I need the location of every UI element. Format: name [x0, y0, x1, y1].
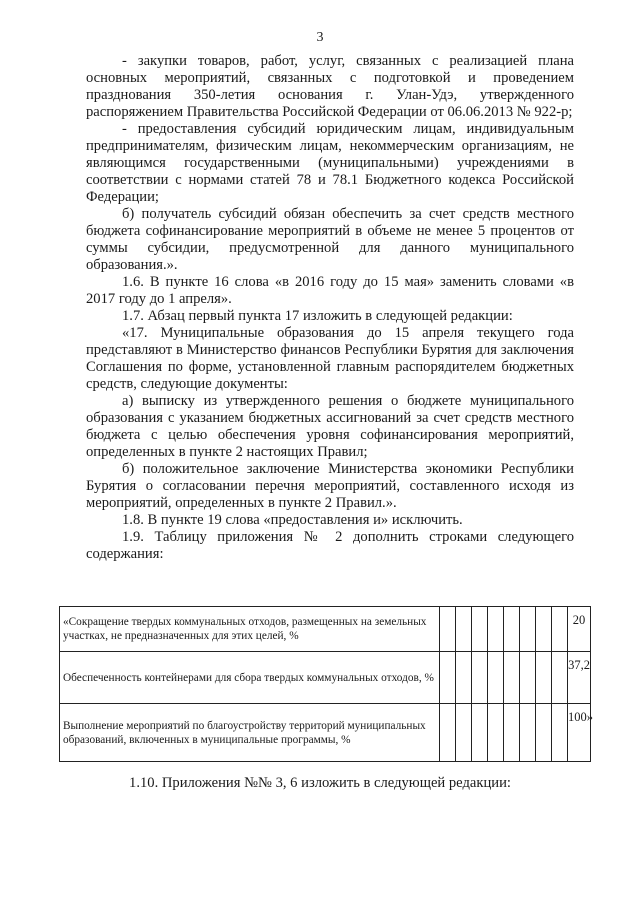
table-row [60, 704, 591, 762]
paragraph: б) получатель субсидий обязан обеспечить за счет средств местного бюджета софинансирование мероприятий в объеме не менее 5 процентов от суммы субсидии, предусмотренной для данного муниципального образования.». [86, 206, 574, 273]
document-body [86, 53, 574, 563]
paragraph: 1.7. Абзац первый пункта 17 изложить в следующей редакции: [122, 308, 513, 324]
empty-cell [552, 704, 568, 762]
paragraph: 1.9. Таблицу приложения № 2 дополнить строками следующего содержания: [86, 529, 574, 562]
empty-cell [504, 704, 520, 762]
paragraph: а) выписку из утвержденного решения о бюджете муниципального образования с указанием бюджетных ассигнований за счет средств местного бюджета с целью обеспечения уровня софинансирования мероприятий, определенных в пункте 2 настоящих Правил; [86, 393, 574, 460]
paragraph: - предоставления субсидий юридическим лицам, индивидуальным предпринимателям, физическим лицам, некоммерческим организациям, не являющимся государственными (муниципальными) учреждениями в соответствии с нормами статей 78 и 78.1 Бюджетного кодекса Российской Федерации; [86, 121, 574, 205]
value-cell: 37,2 [568, 652, 591, 704]
paragraph: - закупки товаров, работ, услуг, связанных с реализацией плана основных мероприятий, связанных с подготовкой и проведением празднования 350-летия основания г. Улан-Удэ, утвержденного распоряжением Правительства Российской Федерации от 06.06.2013 № 922-р; [86, 53, 574, 120]
empty-cell [536, 704, 552, 762]
empty-cell [536, 652, 552, 704]
indicator-cell: Обеспеченность контейнерами для сбора твердых коммунальных отходов, % [60, 652, 440, 704]
empty-cell [520, 652, 536, 704]
indicator-cell: Выполнение мероприятий по благоустройству территорий муниципальных образований, включенных в муниципальные программы, % [60, 704, 440, 762]
indicator-cell: «Сокращение твердых коммунальных отходов, размещенных на земельных участках, не предназначенных для этих целей, % [60, 607, 440, 652]
empty-cell [456, 704, 472, 762]
page-number: 3 [316, 30, 324, 45]
empty-cell [552, 607, 568, 652]
empty-cell [504, 607, 520, 652]
empty-cell [488, 704, 504, 762]
value-cell: 100» [568, 704, 591, 762]
paragraph: 1.6. В пункте 16 слова «в 2016 году до 15 мая» заменить словами «в 2017 году до 1 апреля». [86, 274, 574, 307]
value-cell: 20 [568, 607, 591, 652]
empty-cell [488, 607, 504, 652]
empty-cell [456, 607, 472, 652]
empty-cell [536, 607, 552, 652]
paragraph: 1.8. В пункте 19 слова «предоставления и» исключить. [122, 512, 463, 528]
table-row [60, 607, 591, 652]
closing-paragraph: 1.10. Приложения №№ 3, 6 изложить в следующей редакции: [129, 775, 511, 791]
empty-cell [520, 704, 536, 762]
paragraph: б) положительное заключение Министерства экономики Республики Бурятия о согласовании перечня мероприятий, составленного исходя из мероприятий, определенных в пункте 2 Правил.». [86, 461, 574, 511]
empty-cell [472, 652, 488, 704]
empty-cell [472, 704, 488, 762]
empty-cell [440, 704, 456, 762]
empty-cell [472, 607, 488, 652]
empty-cell [504, 652, 520, 704]
empty-cell [520, 607, 536, 652]
empty-cell [552, 652, 568, 704]
empty-cell [456, 652, 472, 704]
table-row [60, 652, 591, 704]
paragraph: «17. Муниципальные образования до 15 апреля текущего года представляют в Министерство финансов Республики Бурятия для заключения Соглашения по форме, установленной главным распорядителем бюджетных средств, следующие документы: [86, 325, 574, 392]
empty-cell [440, 607, 456, 652]
empty-cell [440, 652, 456, 704]
appendix-table [59, 606, 591, 762]
empty-cell [488, 652, 504, 704]
